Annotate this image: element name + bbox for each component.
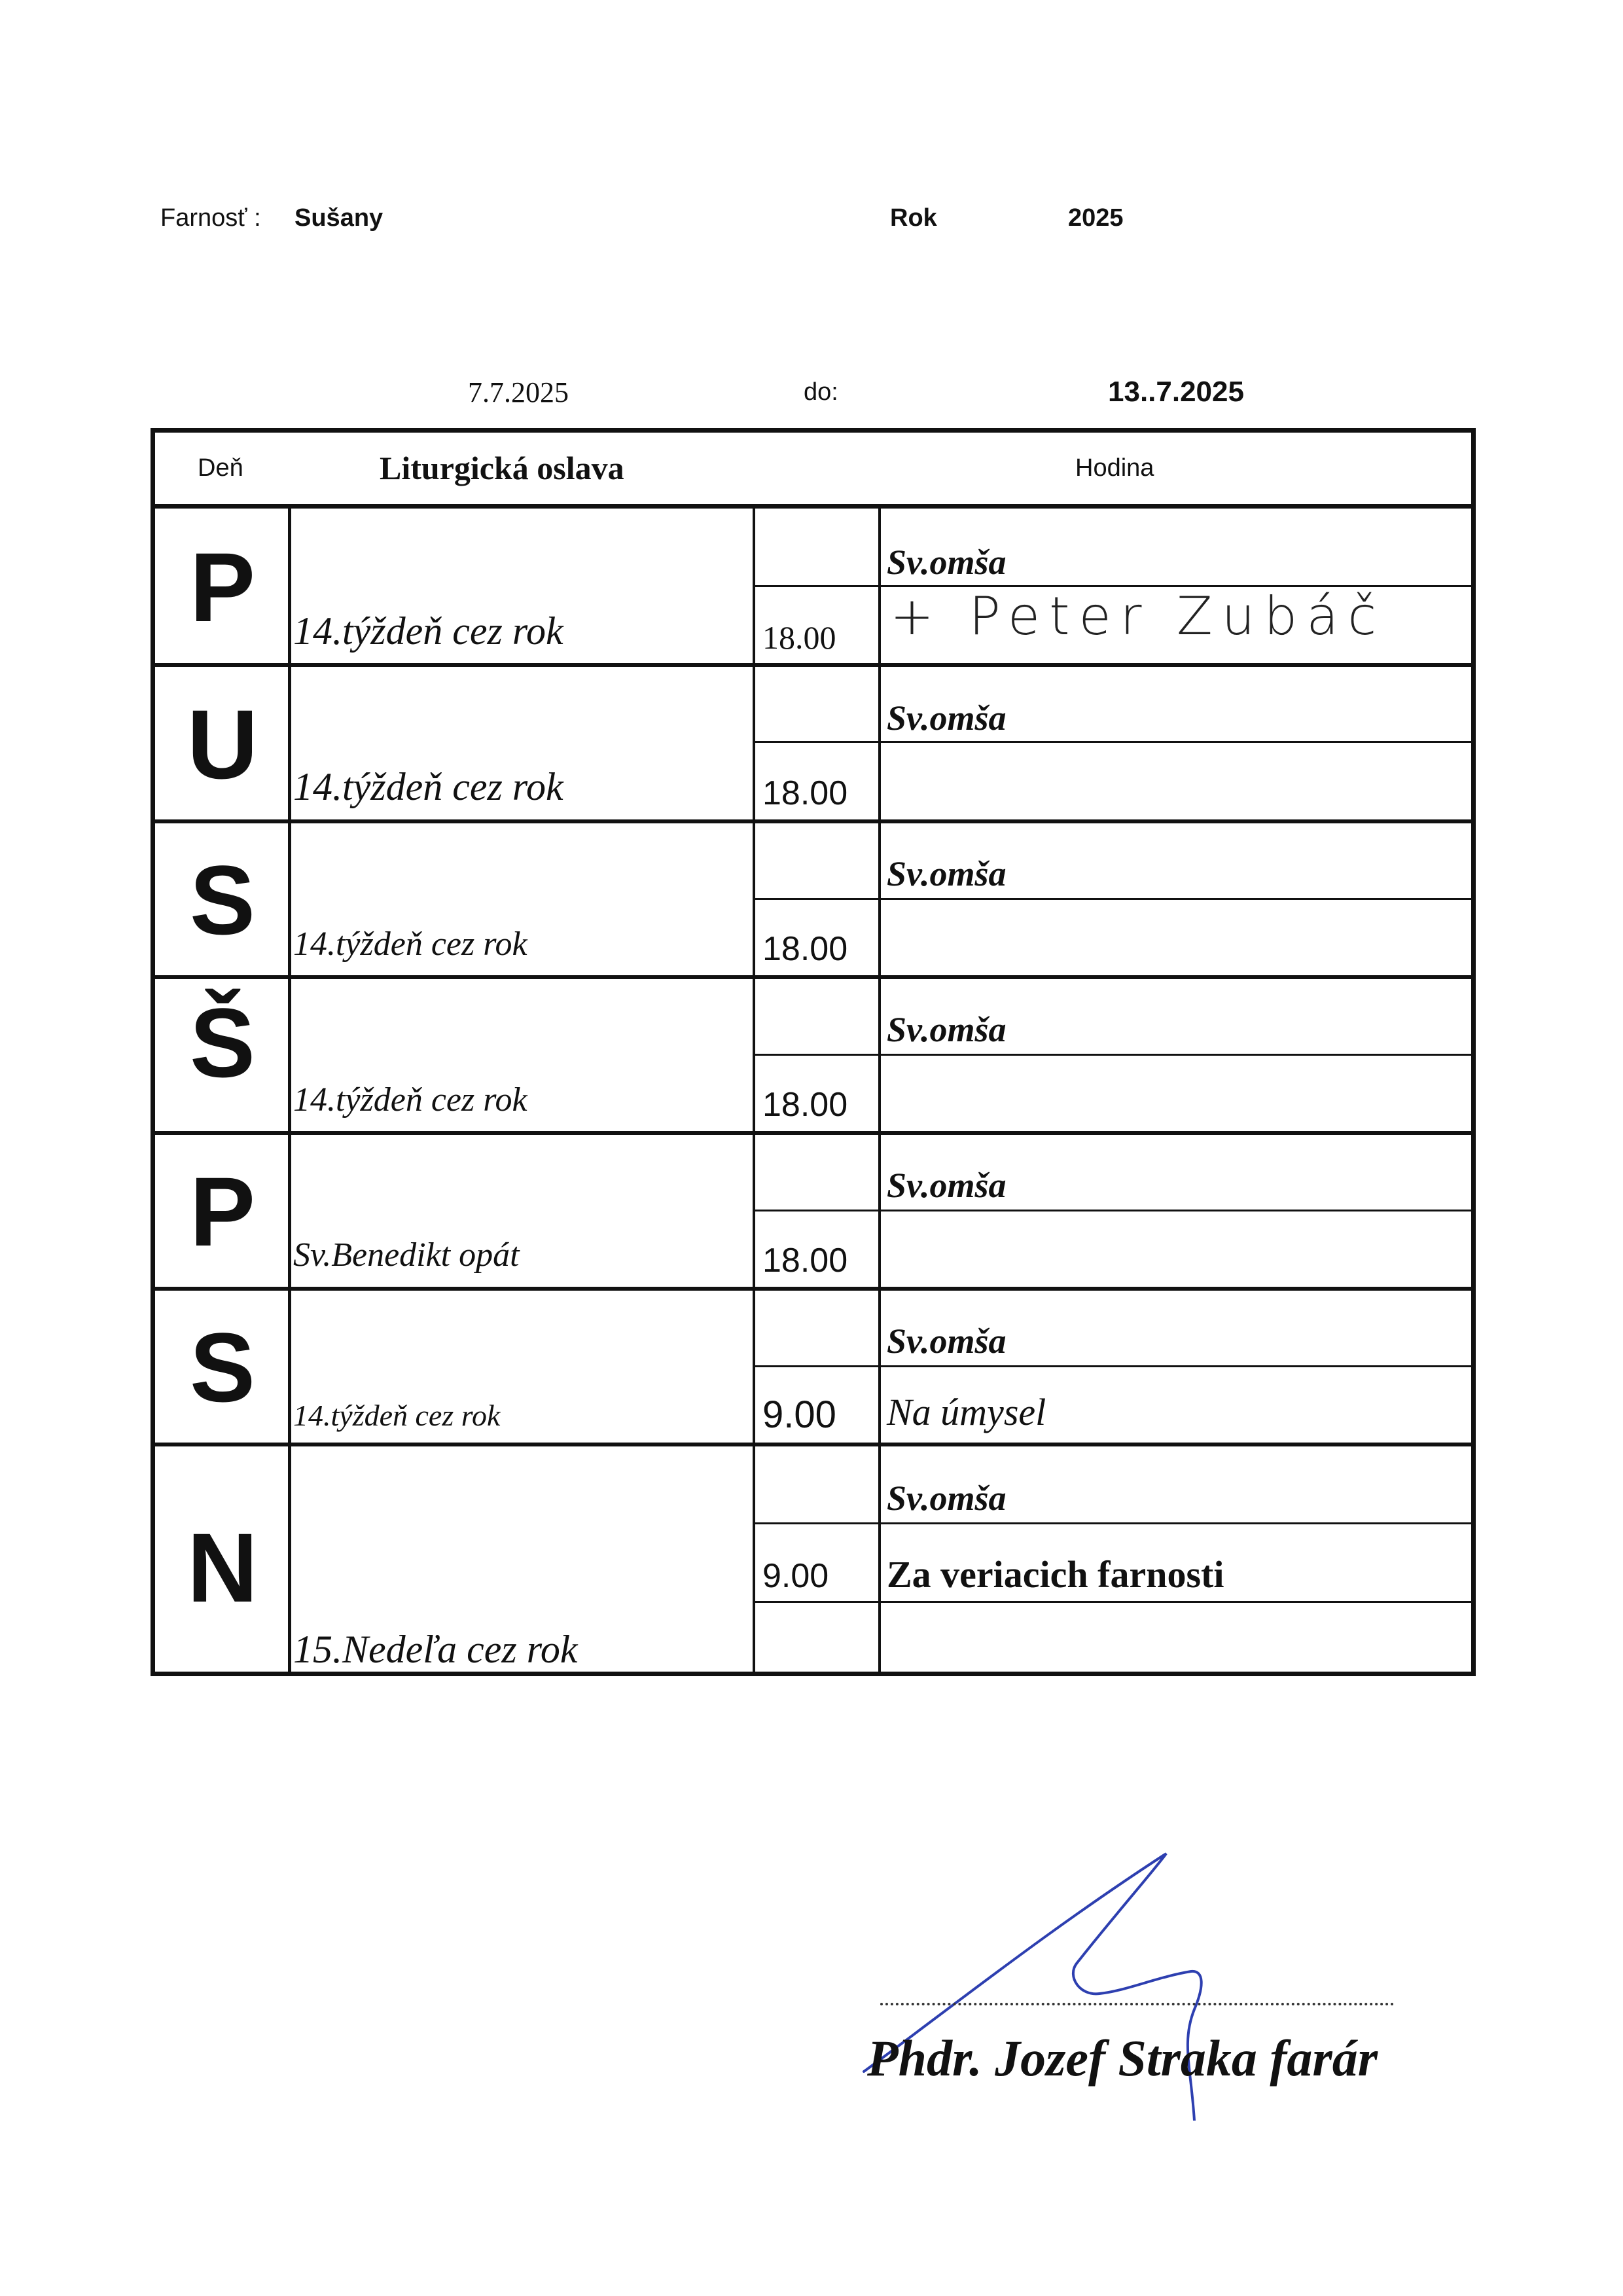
to-date: 13..7.2025 [1108,376,1244,408]
year-label: Rok [890,204,937,232]
mass-time: 9.00 [762,1393,836,1436]
mass-time: 18.00 [762,930,848,968]
day-separator [151,819,1476,823]
inner-separator [753,1210,1476,1211]
intention-text: Na úmysel [887,1391,1046,1433]
day-letter: S [189,1312,256,1422]
col-celebration-header: Liturgická oslava [380,450,624,486]
header-divider [151,504,1476,509]
inner-separator [753,898,1476,900]
day-separator [151,663,1476,667]
day-letter: N [187,1513,259,1623]
inner-separator [753,1054,1476,1056]
intention-handwritten: + Peter Zubáč [890,586,1386,647]
col-day-header: Deň [198,454,243,482]
mass-label: Sv.omša [887,1010,1007,1049]
day-letter: S [189,845,256,955]
day-separator [151,1131,1476,1135]
mass-label: Sv.omša [887,1321,1007,1361]
mass-time: 18.00 [762,619,836,656]
inner-separator [753,1601,1476,1603]
mass-label: Sv.omša [887,543,1007,582]
from-date: 7.7.2025 [468,376,569,408]
mass-time: 18.00 [762,1086,848,1124]
celebration-text: 15.Nedeľa cez rok [293,1628,578,1671]
celebration-text: Sv.Benedikt opát [293,1236,520,1274]
mass-time: 9.00 [762,1557,829,1595]
celebration-text: 14.týždeň cez rok [293,925,527,963]
inner-separator [753,1522,1476,1524]
day-separator [151,975,1476,979]
day-separator [151,1443,1476,1446]
mass-label: Sv.omša [887,1166,1007,1205]
parish-name: Sušany [294,204,383,232]
celebration-text: 14.týždeň cez rok [293,765,563,808]
celebration-text: 14.týždeň cez rok [293,1399,501,1432]
celebration-text: 14.týždeň cez rok [293,609,563,653]
signature-name: Phdr. Jozef Straka farár [867,2030,1378,2087]
signature-line [880,2003,1394,2005]
day-letter: U [187,689,259,799]
mass-label: Sv.omša [887,698,1007,738]
col-line-hour [878,509,881,1676]
day-letter: P [189,532,256,642]
col-hour-header: Hodina [1075,454,1154,482]
to-label: do: [804,378,838,406]
mass-label: Sv.omša [887,1479,1007,1518]
year-value: 2025 [1068,204,1124,232]
day-separator [151,1287,1476,1291]
day-letter: P [189,1157,256,1266]
mass-label: Sv.omša [887,854,1007,893]
day-letter: Š [189,988,256,1098]
intention-text: Za veriacich farnosti [887,1553,1224,1596]
celebration-text: 14.týždeň cez rok [293,1081,527,1119]
col-line-celebration [753,509,755,1676]
mass-time: 18.00 [762,774,848,812]
col-line-day [288,509,291,1676]
mass-time: 18.00 [762,1242,848,1280]
inner-separator [753,1365,1476,1367]
inner-separator [753,741,1476,743]
parish-label: Farnosť : [160,204,261,232]
